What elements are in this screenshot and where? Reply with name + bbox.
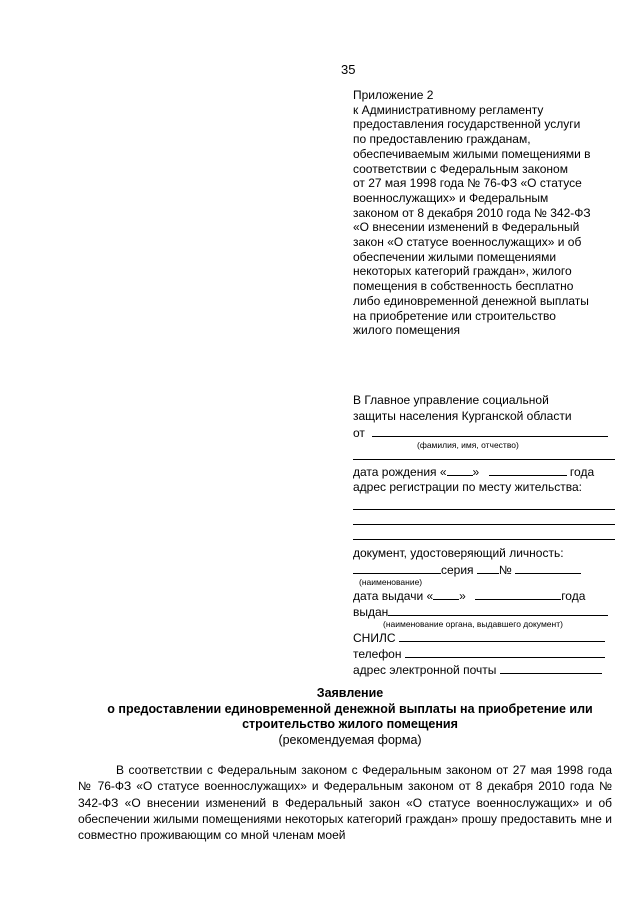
addressee-block <box>353 392 615 677</box>
appendix-line: военнослужащих» и Федеральным <box>353 190 549 205</box>
addressee-line: В Главное управление социальной <box>353 393 549 407</box>
body-text: В соответствии с Федеральным законом с Федеральным законом от 27 мая 1998 года № 76-ФЗ «О статусе военнослужащих» и Федеральным законом от 8 декабря 2010 года № 342-ФЗ «О внесении изменений в Федеральный закон «О статусе военнослужащих» и об обеспечении жилыми помещениями некоторых категорий граждан» прошу предоставить мне и совместно проживающим со мной членам моей <box>78 763 612 843</box>
hint-org: (наименование органа, выдавшего документ) <box>383 619 563 629</box>
appendix-line: обеспечении жилыми помещениями <box>353 249 557 264</box>
appendix-line: «О внесении изменений в Федеральный <box>353 220 580 235</box>
from-row <box>353 424 615 440</box>
statement-title: Заявление <box>316 686 384 700</box>
statement-subtitle-line: строительство жилого помещения <box>242 717 458 731</box>
birth-month-field[interactable] <box>489 463 567 476</box>
statement-subtitle-line: о предоставлении единовременной денежной выплаты на приобретение или <box>107 701 593 716</box>
series-label: серия <box>441 563 474 577</box>
appendix-header <box>353 88 623 338</box>
snils-label: СНИЛС <box>353 631 396 645</box>
birth-row <box>353 463 615 479</box>
appendix-line: некоторых категорий граждан», жилого <box>353 264 572 279</box>
appendix-line: к Административному регламенту <box>353 102 544 117</box>
issued-by-row <box>353 603 615 619</box>
series-row <box>353 561 615 577</box>
appendix-line: соответствии с Федеральным законом <box>353 161 568 176</box>
number-field[interactable] <box>515 561 581 574</box>
snils-row <box>353 629 615 645</box>
email-row <box>353 661 615 677</box>
birth-year-label: года <box>569 465 595 479</box>
statement-note: (рекомендуемая форма) <box>278 732 422 747</box>
registration-field-line[interactable] <box>353 525 615 540</box>
hint-fio: (фамилия, имя, отчество) <box>417 440 519 450</box>
appendix-line: либо единовременной денежной выплаты <box>353 293 589 308</box>
birth-mid: » <box>472 465 480 479</box>
addressee-line: защиты населения Курганской области <box>353 409 572 423</box>
phone-row <box>353 645 615 661</box>
id-doc-label: документ, удостоверяющий личность: <box>353 546 564 560</box>
fio-field-line[interactable] <box>353 450 615 460</box>
from-label: от <box>353 426 365 440</box>
appendix-line: жилого помещения <box>353 323 460 338</box>
registration-field-line[interactable] <box>353 510 615 525</box>
birth-day-field[interactable] <box>447 463 473 476</box>
issue-day-field[interactable] <box>433 587 459 600</box>
issued-by-field[interactable] <box>388 603 608 616</box>
appendix-line: закон «О статусе военнослужащих» и об <box>353 235 582 250</box>
page-number: 35 <box>341 62 356 77</box>
registration-label: адрес регистрации по месту жительства: <box>353 480 583 494</box>
appendix-line: от 27 мая 1998 года № 76-ФЗ «О статусе <box>353 176 582 191</box>
body-paragraph <box>78 762 612 843</box>
issue-mid: » <box>459 589 466 603</box>
hint-name: (наименование) <box>359 577 423 587</box>
email-label: адрес электронной почты <box>353 663 497 677</box>
appendix-line: помещения в собственность бесплатно <box>353 279 574 294</box>
appendix-line: по предоставлению гражданам, <box>353 132 531 147</box>
appendix-line: законом от 8 декабря 2010 года № 342-ФЗ <box>353 205 591 220</box>
statement-title-block <box>70 686 630 748</box>
phone-field[interactable] <box>405 645 605 658</box>
email-field[interactable] <box>500 661 602 674</box>
registration-field-line[interactable] <box>353 495 615 510</box>
phone-label: телефон <box>353 647 402 661</box>
issue-month-field[interactable] <box>475 587 561 600</box>
series-field[interactable] <box>477 561 499 574</box>
issue-year-label: года <box>561 589 586 603</box>
snils-field[interactable] <box>399 629 605 642</box>
number-label: № <box>498 563 512 577</box>
doc-name-field[interactable] <box>353 561 441 574</box>
from-field[interactable] <box>372 424 608 437</box>
issued-by-label: выдан <box>353 605 389 619</box>
issue-row <box>353 587 615 603</box>
appendix-line: Приложение 2 <box>353 88 434 102</box>
appendix-line: на приобретение или строительство <box>353 308 556 323</box>
issue-label: дата выдачи « <box>353 589 434 603</box>
birth-label: дата рождения « <box>353 465 447 479</box>
appendix-line: предоставления государственной услуги <box>353 117 581 132</box>
appendix-line: обеспечиваемым жилыми помещениями в <box>353 146 591 161</box>
